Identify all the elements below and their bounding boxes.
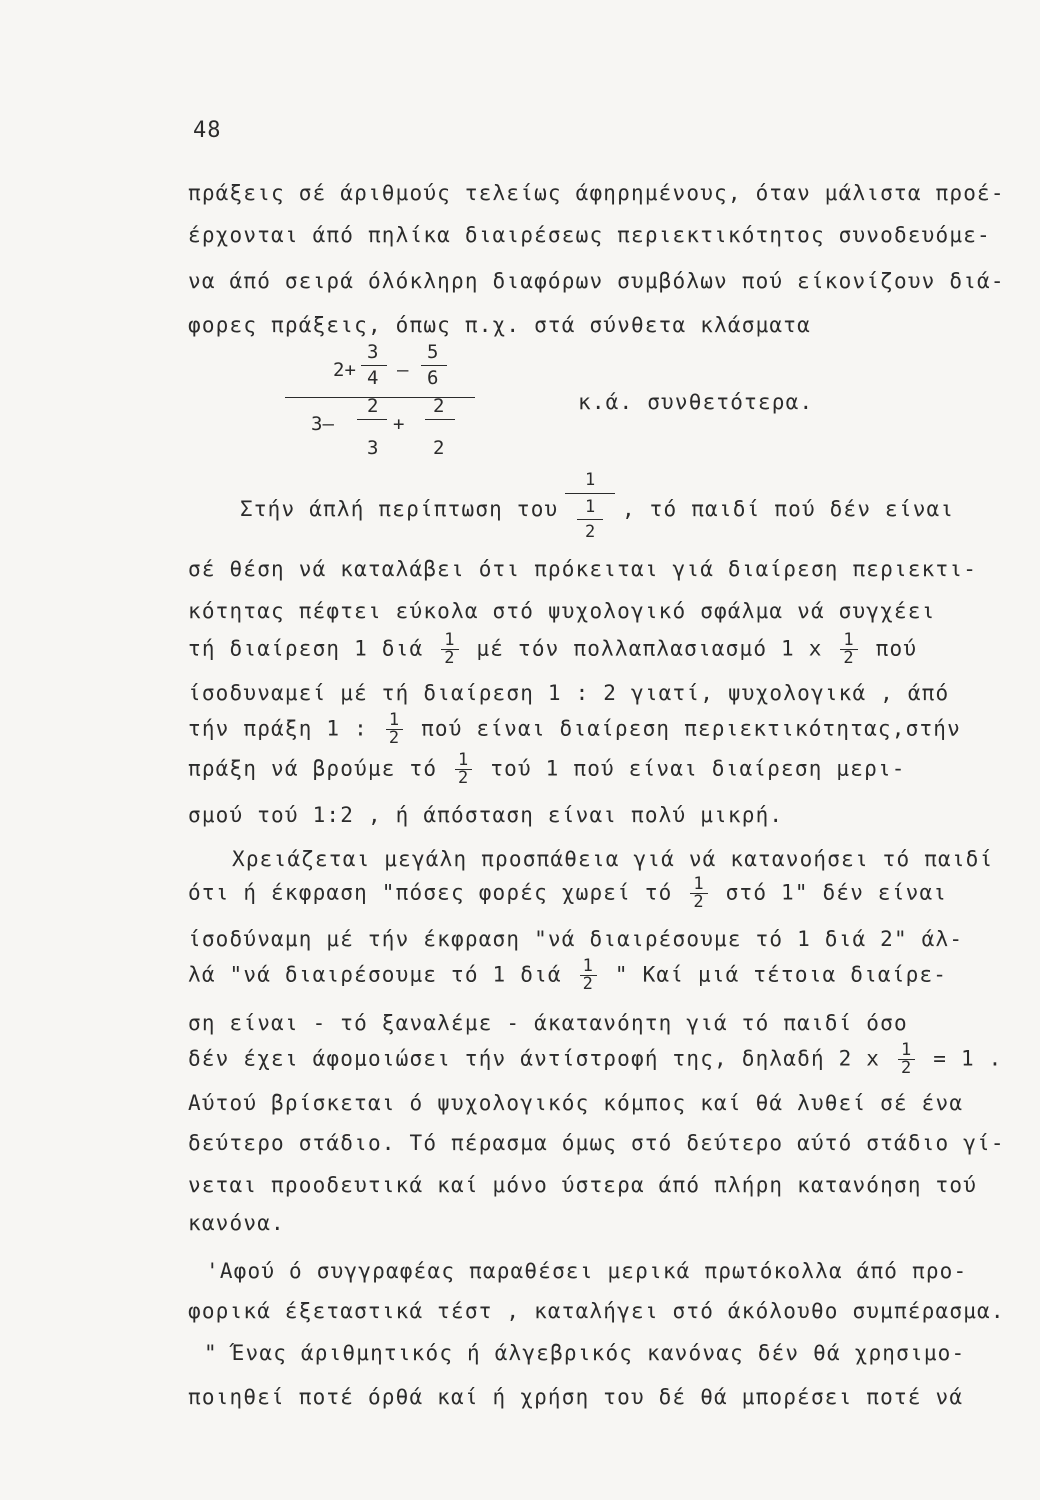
text-line: φορες πράξεις, όπως π.χ. στά σύνθετα κλάσματα bbox=[188, 313, 811, 337]
compound-fraction-caption: κ.ά. συνθετότερα. bbox=[578, 390, 814, 414]
text-line: έρχονται άπό πηλίκα διαιρέσεως περιεκτικότητος συνοδευόμε- bbox=[188, 223, 991, 247]
fraction-num: 1 bbox=[843, 630, 855, 650]
fraction-bar bbox=[421, 365, 447, 366]
denominator-frac2-num: 2 bbox=[433, 395, 445, 417]
text-line: Στήν άπλή περίπτωση του bbox=[240, 497, 559, 521]
text-span: στό 1" δέν είναι bbox=[725, 880, 948, 905]
text-line: σμού τού 1:2 , ή άπόσταση είναι πολύ μικρή. bbox=[188, 803, 784, 827]
denominator-frac1-num: 2 bbox=[367, 395, 379, 417]
text-line: ση είναι - τό ξαναλέμε - άκατανόητη γιά τό παιδί όσο bbox=[188, 1011, 908, 1035]
fraction-num: 1 bbox=[693, 874, 705, 894]
numerator-op: – bbox=[397, 359, 409, 381]
text-line: ίσοδυναμεί μέ τή διαίρεση 1 : 2 γιατί, ψυχολογικά , άπό bbox=[188, 681, 950, 705]
fraction-den: 2 bbox=[898, 1059, 915, 1077]
fraction bbox=[455, 752, 472, 787]
numerator-int: 2+ bbox=[333, 359, 356, 381]
text-line: κότητας πέφτει εύκολα στό ψυχολογικό σφάλμα νά συγχέει bbox=[188, 599, 936, 623]
fraction bbox=[441, 632, 458, 667]
fraction-den: 2 bbox=[386, 729, 403, 747]
fraction-den: 2 bbox=[690, 893, 707, 911]
fraction bbox=[580, 958, 597, 993]
fraction-den: 2 bbox=[441, 649, 458, 667]
text-span: πού bbox=[875, 636, 918, 661]
text-line bbox=[188, 712, 961, 747]
text-span: = 1 . bbox=[933, 1046, 1003, 1071]
text-line: φορικά έξεταστικά τέστ , καταλήγει στό άκόλουθο συμπέρασμα. bbox=[188, 1299, 1005, 1323]
text-span: ότι ή έκφραση "πόσες φορές χωρεί τό bbox=[188, 880, 673, 905]
text-line: κανόνα. bbox=[188, 1211, 285, 1235]
fraction-bar bbox=[361, 365, 387, 366]
text-line: ποιηθεί ποτέ όρθά καί ή χρήση του δέ θά μπορέσει ποτέ νά bbox=[188, 1385, 964, 1409]
fraction-den: 2 bbox=[580, 975, 597, 993]
text-line: ίσοδύναμη μέ τήν έκφραση "νά διαιρέσουμε τό 1 διά 2" άλ- bbox=[188, 927, 964, 951]
fraction-num: 1 bbox=[458, 750, 470, 770]
text-span: λά "νά διαιρέσουμε τό 1 διά bbox=[188, 962, 562, 987]
text-line: νεται προοδευτικά καί μόνο ύστερα άπό πλήρη κατανόηση τού bbox=[188, 1173, 978, 1197]
nested-fraction-num: 1 bbox=[585, 470, 596, 490]
text-line: Αύτού βρίσκεται ό ψυχολογικός κόμπος καί θά λυθεί σέ ένα bbox=[188, 1091, 964, 1115]
fraction-num: 1 bbox=[388, 710, 401, 730]
text-line: δεύτερο στάδιο. Τό πέρασμα όμως στό δεύτερο αύτό στάδιο γί- bbox=[188, 1131, 1005, 1155]
text-line bbox=[188, 958, 947, 993]
text-span: πράξη νά βρούμε τό bbox=[188, 756, 438, 781]
fraction-num: 1 bbox=[582, 956, 595, 976]
text-line: , τό παιδί πού δέν είναι bbox=[622, 497, 955, 521]
fraction-num: 1 bbox=[444, 630, 456, 650]
page-number: 48 bbox=[193, 118, 222, 143]
denominator-op: + bbox=[393, 413, 405, 435]
text-span: τήν πράξη 1 : bbox=[188, 716, 368, 741]
text-line bbox=[188, 752, 906, 787]
nested-fraction-inner-num: 1 bbox=[585, 497, 596, 517]
denominator-int: 3– bbox=[311, 413, 334, 435]
fraction-bar bbox=[565, 493, 615, 494]
numerator-frac1-num: 3 bbox=[367, 341, 379, 363]
text-span: τή διαίρεση 1 διά bbox=[188, 636, 424, 661]
fraction bbox=[386, 712, 403, 747]
fraction bbox=[898, 1042, 915, 1077]
text-line bbox=[188, 632, 917, 667]
text-span: πού είναι διαίρεση περιεκτικότητας,στήν bbox=[421, 716, 961, 741]
text-line: πράξεις σέ άριθμούς τελείως άφηρημένους, όταν μάλιστα προέ- bbox=[188, 181, 1005, 205]
text-line: σέ θέση νά καταλάβει ότι πρόκειται γιά διαίρεση περιεκτι- bbox=[188, 557, 978, 581]
fraction bbox=[840, 632, 857, 667]
fraction bbox=[690, 876, 707, 911]
text-line: " Ένας άριθμητικός ή άλγεβρικός κανόνας δέν θά χρησιμο- bbox=[204, 1341, 966, 1365]
text-line: Χρειάζεται μεγάλη προσπάθεια γιά νά κατανοήσει τό παιδί bbox=[232, 847, 994, 871]
denominator-frac1-den: 3 bbox=[367, 437, 379, 459]
fraction-den: 2 bbox=[840, 649, 857, 667]
fraction-bar bbox=[425, 419, 455, 420]
numerator-frac2-den: 6 bbox=[427, 367, 439, 389]
text-line: 'Αφού ό συγγραφέας παραθέσει μερικά πρωτόκολλα άπό προ- bbox=[206, 1259, 968, 1283]
denominator-frac2-den: 2 bbox=[433, 437, 445, 459]
fraction-den: 2 bbox=[455, 769, 472, 787]
fraction-bar bbox=[357, 419, 387, 420]
numerator-frac1-den: 4 bbox=[367, 367, 379, 389]
text-line bbox=[188, 876, 947, 911]
fraction-bar bbox=[577, 519, 603, 520]
text-line bbox=[188, 1042, 1003, 1077]
text-line: να άπό σειρά όλόκληρη διαφόρων συμβόλων πού είκονίζουν διά- bbox=[188, 269, 1005, 293]
numerator-frac2-num: 5 bbox=[427, 341, 439, 363]
nested-fraction-inner-den: 2 bbox=[585, 522, 596, 542]
text-span: μέ τόν πολλαπλασιασμό 1 x bbox=[476, 636, 823, 661]
text-span: " Καί μιά τέτοια διαίρε- bbox=[614, 962, 948, 987]
fraction-num: 1 bbox=[901, 1040, 913, 1060]
text-span: τού 1 πού είναι διαίρεση μερι- bbox=[490, 756, 906, 781]
main-fraction-bar bbox=[285, 397, 475, 398]
text-span: δέν έχει άφομοιώσει τήν άντίστροφή της, δηλαδή 2 x bbox=[188, 1046, 881, 1071]
